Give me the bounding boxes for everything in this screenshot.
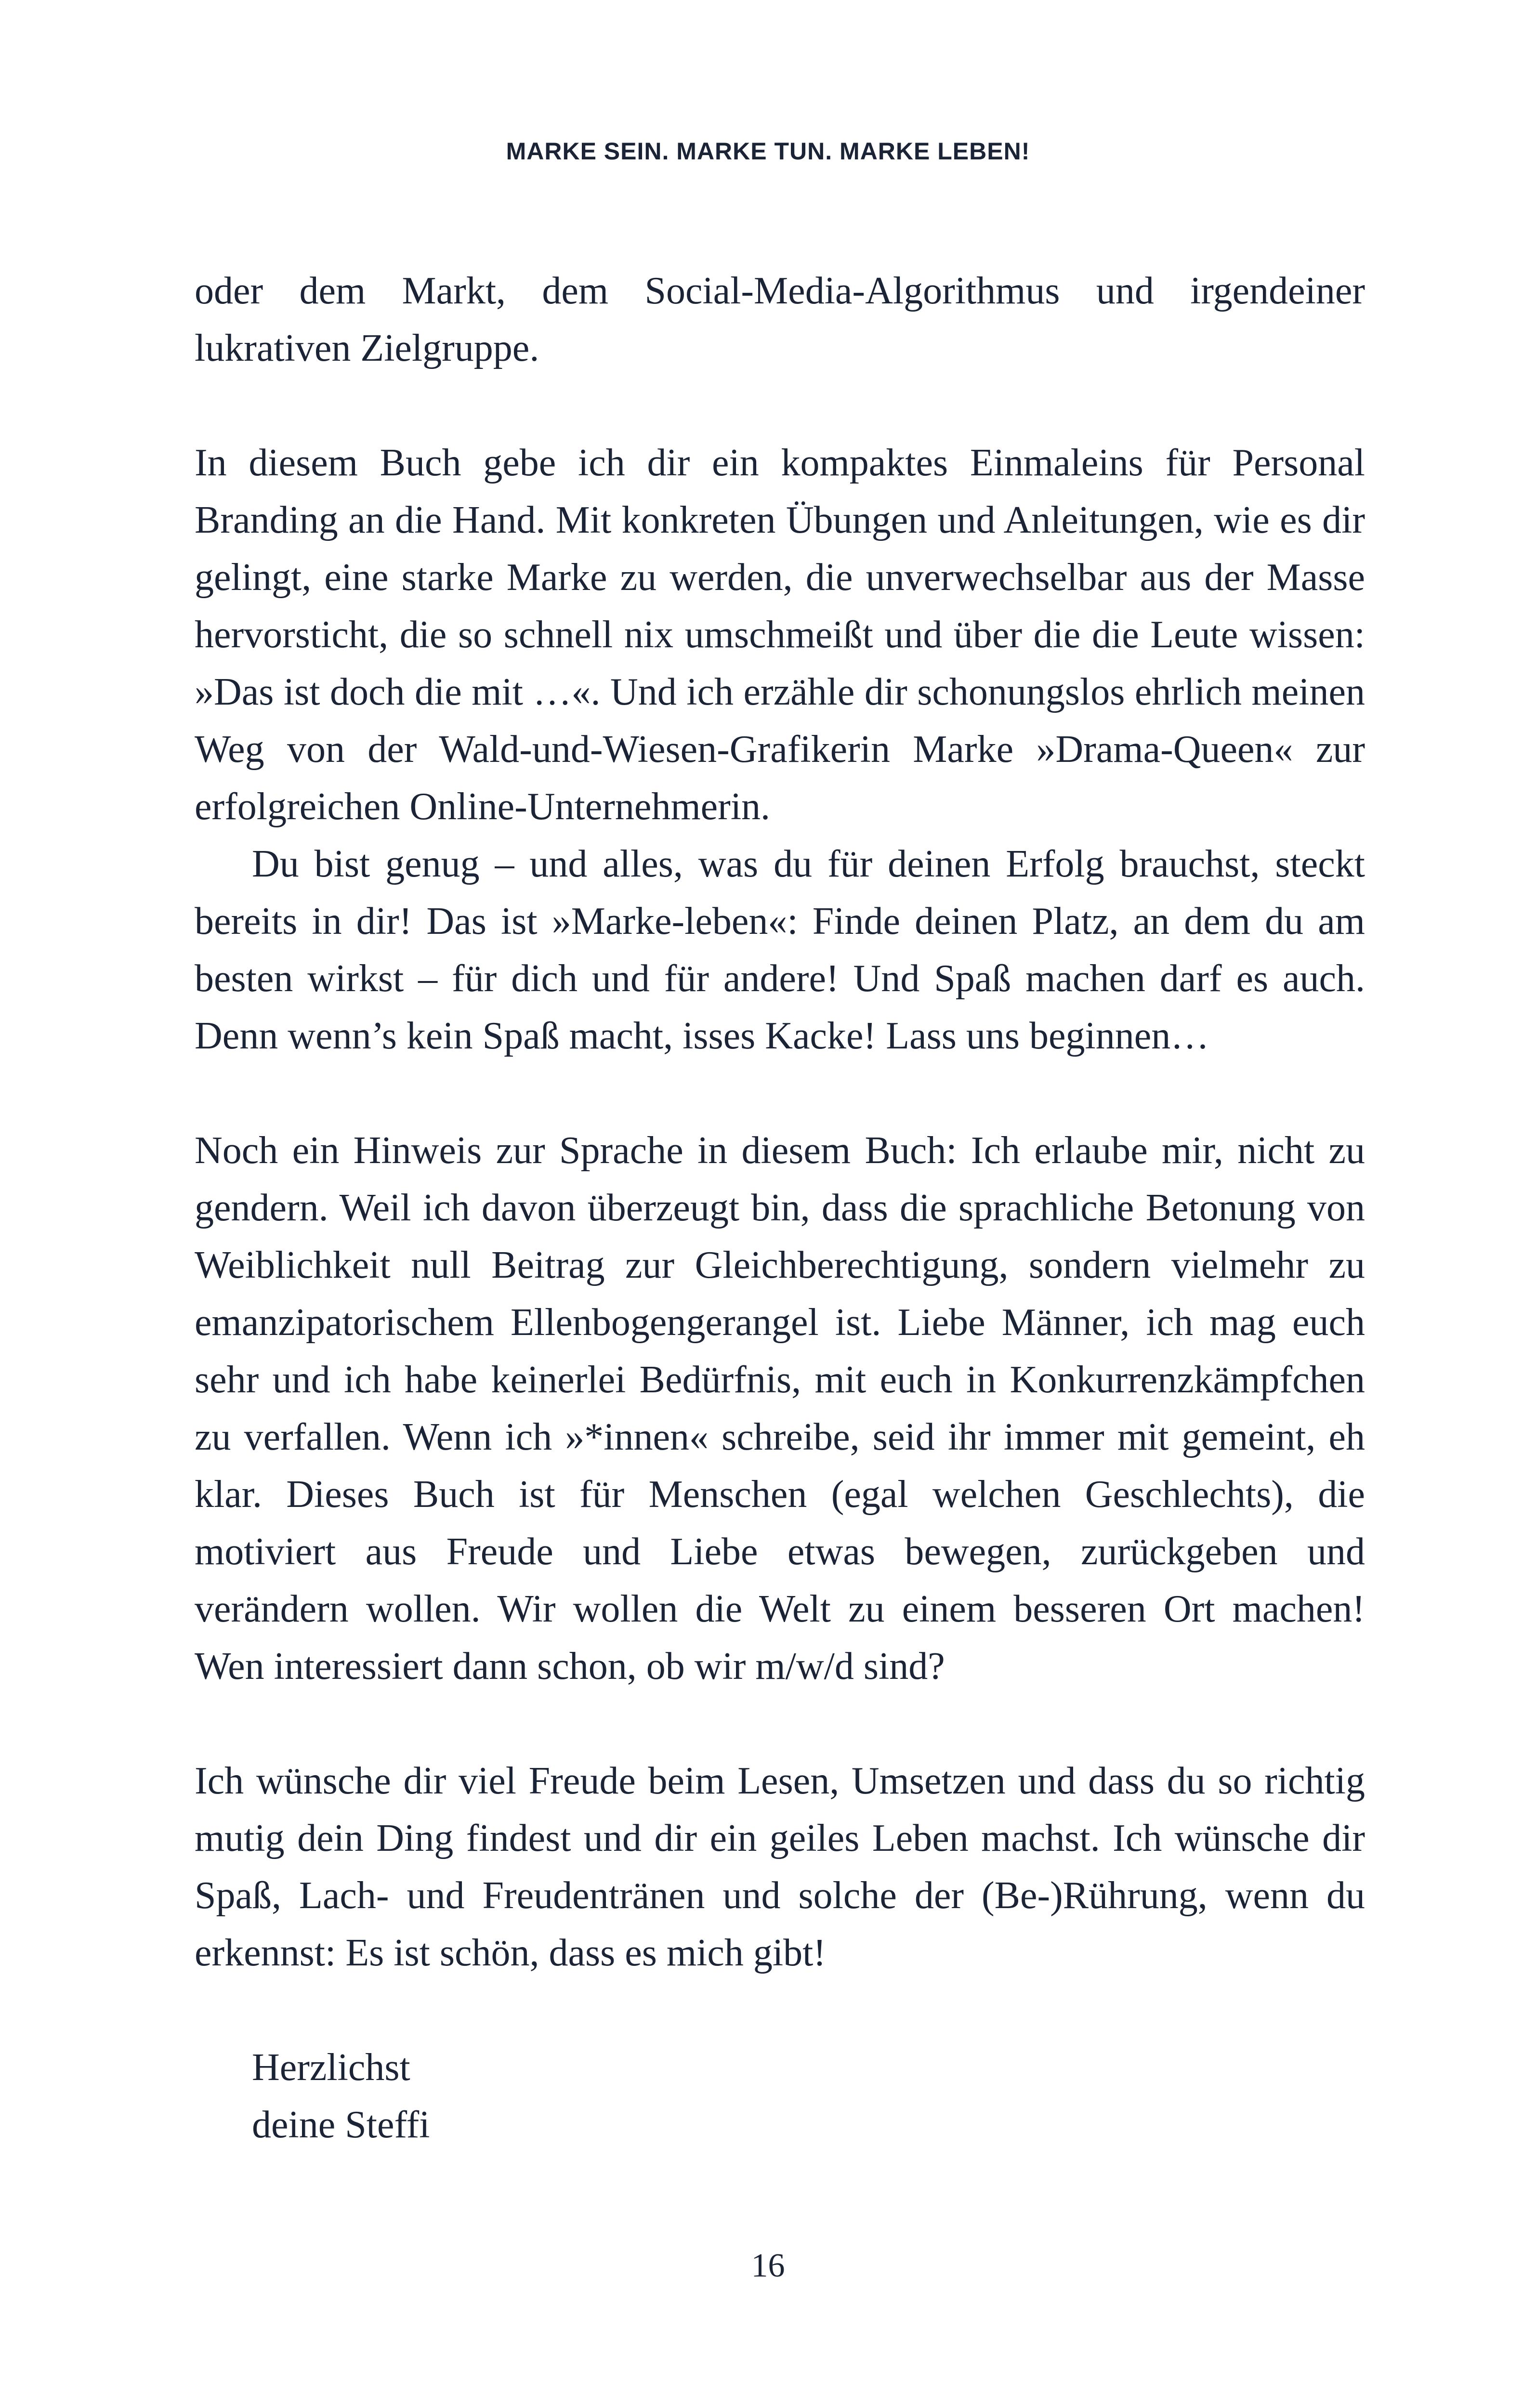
section-break bbox=[195, 1065, 1365, 1122]
page-number: 16 bbox=[751, 2247, 785, 2284]
closing-signature: deine Steffi bbox=[252, 2104, 430, 2146]
paragraph-language-note: Noch ein Hinweis zur Sprache in diesem Buch: Ich erlaube mir, nicht zu gendern. Weil ich davon überzeugt bin, dass die sprachliche Betonung von Weiblichkeit null Beitrag zur Gleichberechtigung, sondern vielmehr zu emanzipatorischem Ellenbogengerangel ist. Liebe Männer, ich mag euch sehr und ich habe keinerlei Bedürfnis, mit euch in Konkurrenzkämpfchen zu verfallen. Wenn ich »*innen« schreibe, seid ihr immer mit gemeint, eh klar. Dieses Buch ist für Menschen (egal welchen Geschlechts), die motiviert aus Freude und Liebe etwas bewegen, zurückgeben und verändern wollen. Wir wollen die Welt zu einem besseren Ort machen! Wen interessiert dann schon, ob wir m/w/d sind? bbox=[195, 1129, 1365, 1688]
paragraph-wishes: Ich wünsche dir viel Freude beim Lesen, Umsetzen und dass du so richtig mutig dein Ding findest und dir ein geiles Leben machst. Ich wünsche dir Spaß, Lach- und Freudentränen und solche der (Be-)Rührung, wenn du erkennst: Es ist schön, dass es mich gibt! bbox=[195, 1760, 1365, 1974]
section-break bbox=[195, 1695, 1365, 1753]
running-head: MARKE SEIN. MARKE TUN. MARKE LEBEN! bbox=[506, 138, 1030, 165]
paragraph-intro: In diesem Buch gebe ich dir ein kompaktes Einmaleins für Personal Branding an die Hand. Mit konkreten Übungen und Anleitungen, wie es dir gelingt, eine starke Marke zu werden, die unverwechselbar aus der Masse hervorsticht, die so schnell nix umschmeißt und über die die Leute wissen: »Das ist doch die mit …«. Und ich erzähle dir schonungslos ehrlich meinen Weg von der Wald-und-Wiesen-Grafikerin Marke »Drama-Queen« zur erfolgreichen Online-Unternehmerin. bbox=[195, 442, 1365, 828]
closing-greeting: Herzlichst bbox=[252, 2046, 410, 2089]
section-break bbox=[195, 377, 1365, 434]
section-break bbox=[195, 1982, 1365, 2039]
body-text bbox=[195, 262, 1365, 2154]
paragraph-enough: Du bist genug – und alles, was du für deinen Erfolg brauchst, steckt bereits in dir! Das ist »Marke-leben«: Finde deinen Platz, an dem du am besten wirkst – für dich und für andere! Und Spaß machen darf es auch. Denn wenn’s kein Spaß macht, isses Kacke! Lass uns beginnen… bbox=[195, 843, 1365, 1057]
paragraph-continuation: oder dem Markt, dem Social-Media-Algorithmus und irgendeiner lukrativen Zielgruppe. bbox=[195, 270, 1365, 369]
